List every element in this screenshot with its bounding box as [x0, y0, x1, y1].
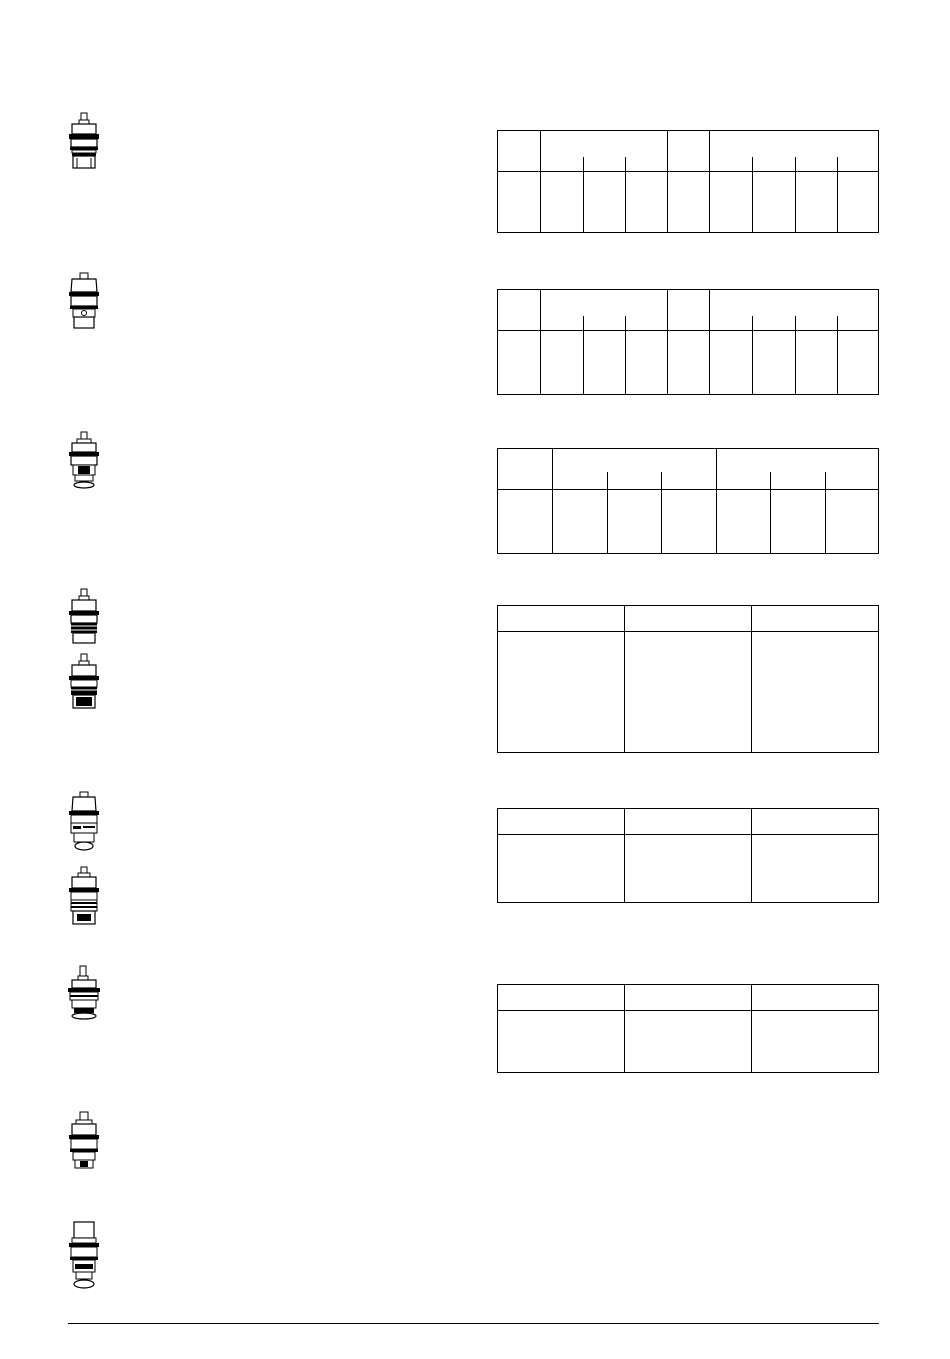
table-divider: [583, 157, 584, 232]
table-divider: [709, 290, 710, 394]
table-2: [497, 289, 879, 395]
table-divider: [795, 157, 796, 232]
table-6: [497, 984, 879, 1073]
table-divider: [837, 157, 838, 232]
valve-insert-1-icon: [67, 112, 101, 170]
table-divider: [498, 330, 878, 331]
table-divider: [498, 631, 878, 632]
table-divider: [751, 809, 752, 902]
table-divider: [770, 472, 771, 553]
valve-insert-2-icon: [67, 272, 101, 330]
valve-insert-3-icon: [67, 431, 101, 491]
table-divider: [624, 606, 625, 752]
table-divider: [752, 316, 753, 394]
table-divider: [624, 985, 625, 1072]
valve-insert-8-icon: [67, 1221, 101, 1293]
table-divider: [795, 316, 796, 394]
valve-insert-6-icon: [64, 965, 104, 1021]
table-divider: [498, 1010, 878, 1011]
valve-insert-5b-icon: [67, 866, 101, 926]
table-divider: [498, 171, 878, 172]
table-divider: [583, 316, 584, 394]
table-5: [497, 808, 879, 903]
valve-insert-5a-icon: [67, 791, 101, 853]
table-divider: [661, 472, 662, 553]
table-1: [497, 130, 879, 233]
valve-insert-4a-icon: [67, 588, 101, 644]
valve-insert-7-icon: [67, 1111, 101, 1173]
table-divider: [540, 290, 541, 394]
table-divider: [540, 131, 541, 232]
footer-rule: [68, 1323, 879, 1324]
valve-insert-4b-icon: [67, 653, 101, 709]
table-divider: [751, 606, 752, 752]
table-4: [497, 605, 879, 753]
table-divider: [667, 131, 668, 232]
table-divider: [552, 449, 553, 553]
table-divider: [498, 834, 878, 835]
table-divider: [607, 472, 608, 553]
table-divider: [624, 809, 625, 902]
table-divider: [625, 316, 626, 394]
table-divider: [837, 316, 838, 394]
table-divider: [625, 157, 626, 232]
table-divider: [752, 157, 753, 232]
table-divider: [825, 472, 826, 553]
table-divider: [667, 290, 668, 394]
table-divider: [498, 489, 878, 490]
table-divider: [751, 985, 752, 1072]
table-divider: [716, 449, 717, 553]
table-divider: [709, 131, 710, 232]
table-3: [497, 448, 879, 554]
